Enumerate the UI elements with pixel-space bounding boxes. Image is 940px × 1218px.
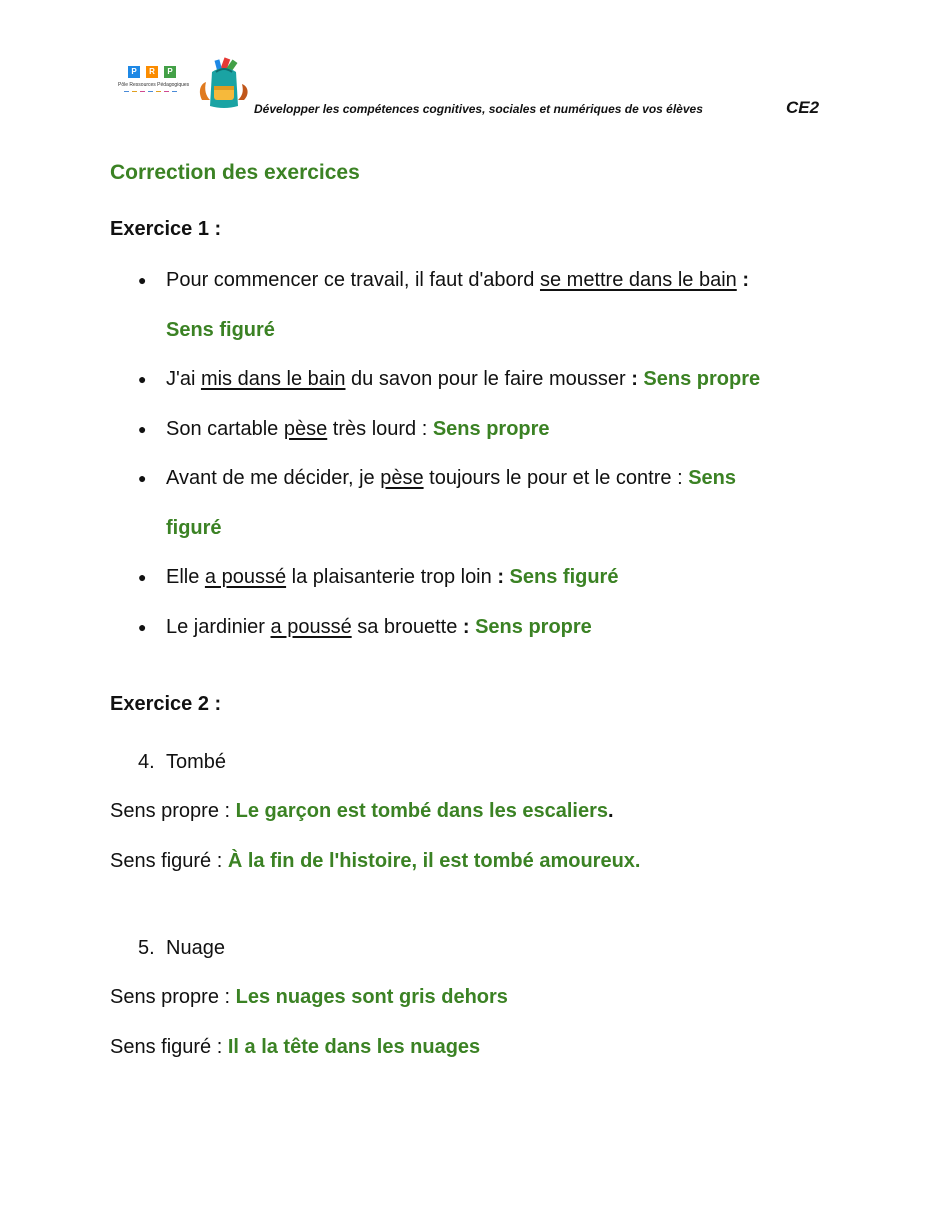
exercise1-heading: Exercice 1 : [110, 218, 222, 240]
item-separator: : [736, 269, 749, 291]
word-heading: Nuage [166, 937, 225, 959]
sens-figure-line [110, 1035, 480, 1059]
list-item [166, 565, 618, 589]
item-answer: figuré [166, 517, 222, 539]
item-text: sa brouette [351, 616, 458, 638]
item-text: Elle [166, 566, 205, 588]
logo-letter: P [128, 66, 140, 78]
sens-propre-answer: Les nuages sont gris dehors [235, 986, 508, 1008]
logo-subtitle: Pôle Ressources Pédagogiques [118, 82, 190, 88]
item-text: très lourd [327, 418, 417, 440]
sens-propre-label: Sens propre : [110, 986, 236, 1008]
sens-propre-line [110, 799, 614, 823]
item-expression: se mettre dans le bain [539, 269, 737, 291]
logo-letter: P [164, 66, 176, 78]
item-expression: a poussé [204, 566, 287, 588]
item-text: toujours le pour et le contre [423, 467, 672, 489]
list-item [166, 367, 760, 391]
item-answer: Sens figuré [166, 319, 275, 341]
list-item [166, 268, 749, 292]
word-heading: Tombé [166, 751, 227, 773]
item-expression: pèse [380, 467, 424, 489]
list-item-number: 5. [138, 937, 155, 959]
item-text: J'ai [166, 368, 201, 390]
bullet-icon: ● [138, 371, 147, 387]
header-tagline: Développer les compétences cognitives, sociales et numériques de vos élèves [254, 102, 703, 116]
list-item [166, 417, 550, 441]
level-label: CE2 [786, 98, 820, 117]
item-answer: Sens [688, 467, 736, 489]
item-text: Le jardinier [166, 616, 271, 638]
item-separator: : [416, 418, 433, 440]
item-answer: Sens propre [432, 418, 550, 440]
sens-figure-label: Sens figuré : [110, 850, 228, 872]
sens-figure-line [110, 849, 640, 873]
sens-propre-line [110, 985, 508, 1009]
logo-letter: R [146, 66, 158, 78]
bullet-icon: ● [138, 569, 147, 585]
bullet-icon: ● [138, 619, 147, 635]
page-title: Correction des exercices [110, 161, 360, 184]
bullet-icon: ● [138, 272, 147, 288]
sens-propre-answer: Le garçon est tombé dans les escaliers [235, 800, 609, 822]
list-item [166, 466, 736, 490]
item-text: la plaisanterie trop loin [286, 566, 492, 588]
sens-propre-label: Sens propre : [110, 800, 236, 822]
sens-figure-label: Sens figuré : [110, 1036, 228, 1058]
backpack-icon [196, 56, 252, 112]
logo-dashes [124, 91, 180, 92]
item-answer: Sens propre [643, 368, 761, 390]
item-separator: : [671, 467, 689, 489]
bullet-icon: ● [138, 421, 147, 437]
item-answer: Sens figuré [509, 566, 619, 588]
item-expression: mis dans le bain [200, 368, 346, 390]
sens-figure-answer: Il a la tête dans les nuages [227, 1036, 481, 1058]
list-item-number: 4. [138, 751, 155, 773]
item-separator: : [491, 566, 510, 588]
sentence-end: . [608, 800, 614, 822]
list-item [166, 615, 592, 639]
sens-figure-answer: À la fin de l'histoire, il est tombé amoureux. [227, 850, 641, 872]
item-separator: : [457, 616, 476, 638]
item-text: du savon pour le faire mousser [345, 368, 626, 390]
item-text: Son cartable [166, 418, 284, 440]
item-expression: pèse [283, 418, 328, 440]
item-text: Pour commencer ce travail, il faut d'abord [166, 269, 540, 291]
item-text: Avant de me décider, je [166, 467, 381, 489]
item-separator: : [625, 368, 644, 390]
exercise2-heading: Exercice 2 : [110, 693, 222, 715]
bullet-icon: ● [138, 470, 147, 486]
prp-logo [118, 66, 190, 106]
item-expression: a poussé [270, 616, 352, 638]
item-answer: Sens propre [475, 616, 592, 638]
